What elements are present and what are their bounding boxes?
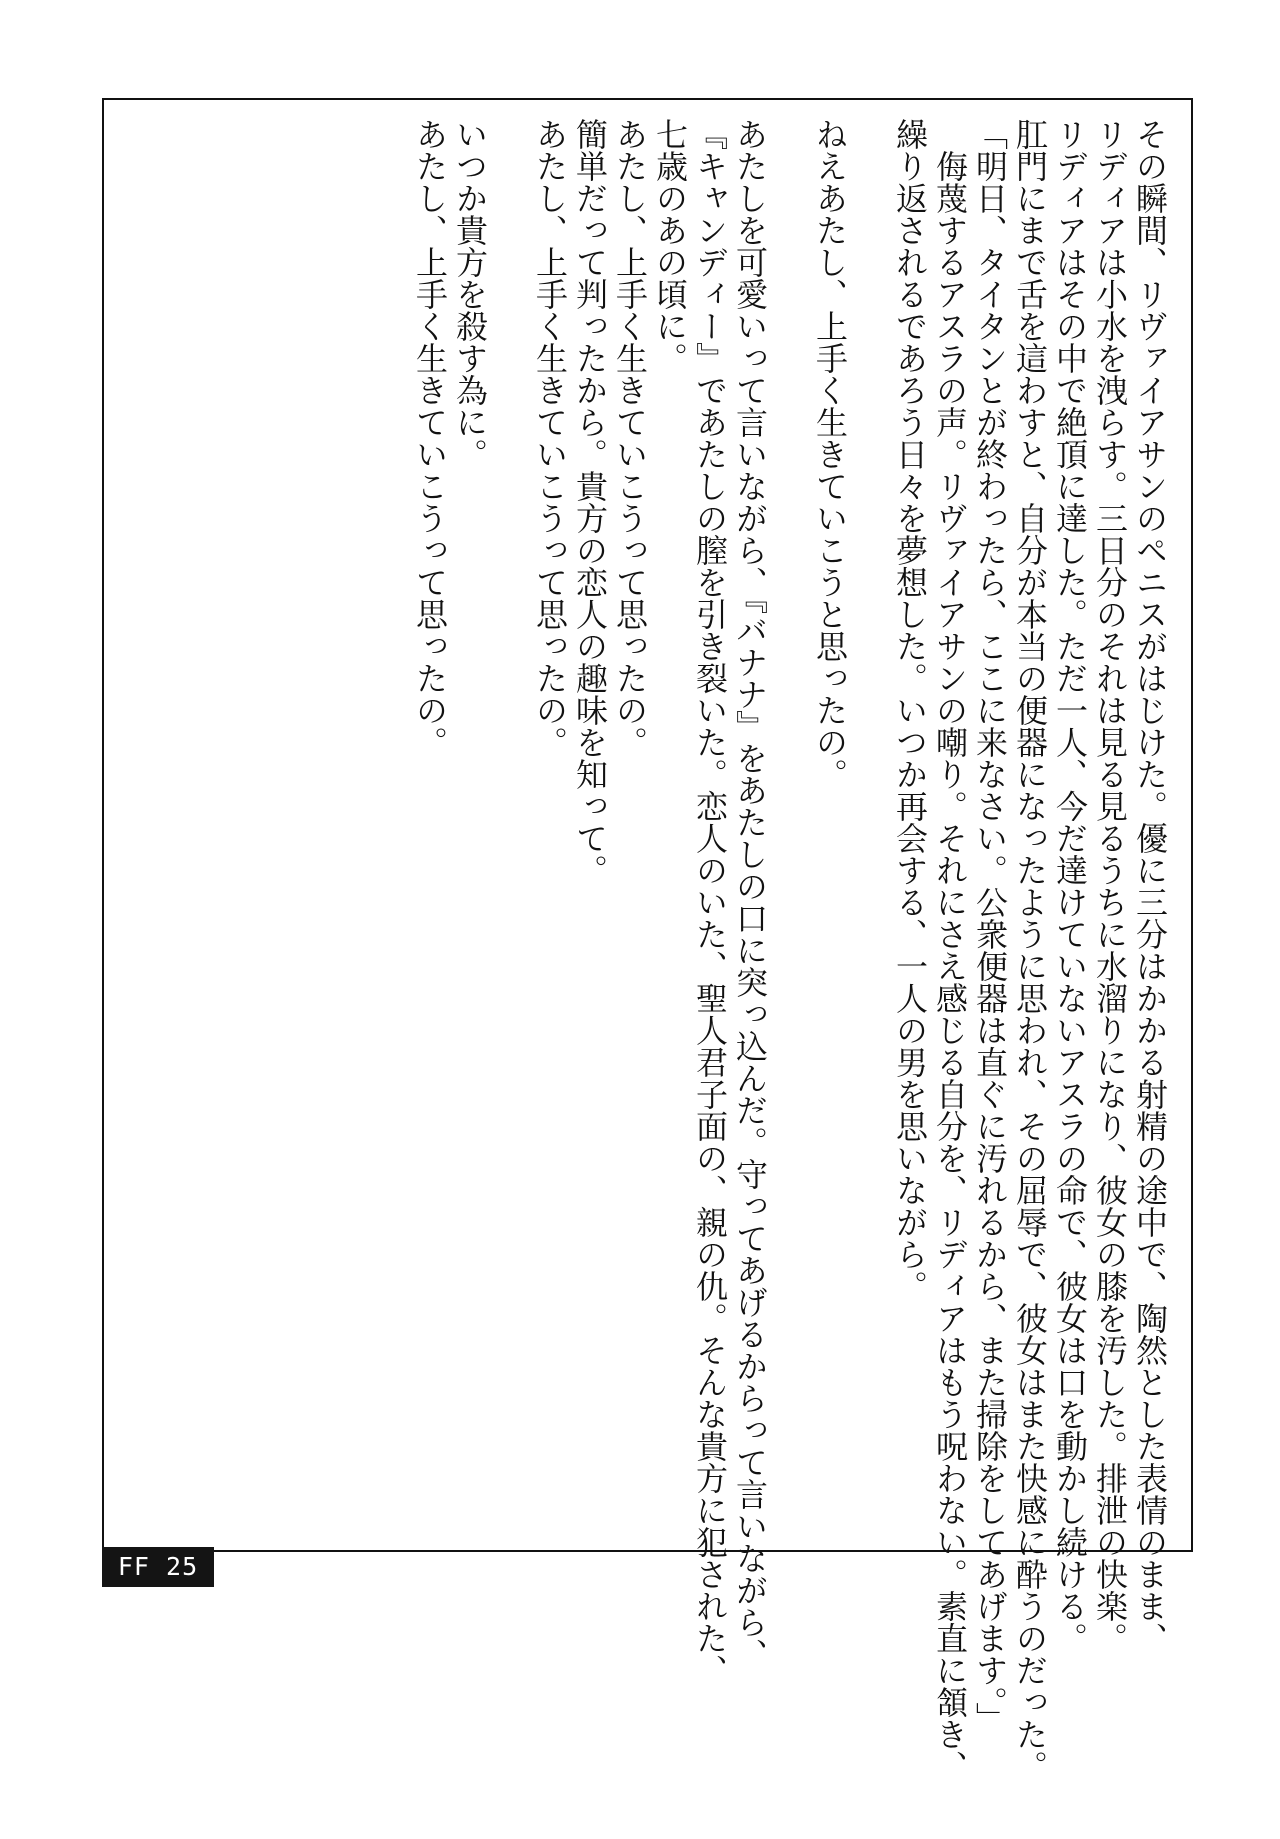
text-line: リディアは小水を洩らす。三日分のそれは見る見るうちに水溜りになり、彼女の膝を汚した。排泄の快楽。 xyxy=(1091,118,1129,1654)
text-line: 肛門にまで舌を這わすと、自分が本当の便器になったように思われ、その屈辱で、彼女はまた快感に酔うのだった。 xyxy=(1011,118,1049,1782)
text-line: あたし、上手く生きていこうって思ったの。 xyxy=(411,118,449,758)
text-line: いつか貴方を殺す為に。 xyxy=(451,118,489,470)
text-line: あたし、上手く生きていこうって思ったの。 xyxy=(531,118,569,758)
text-line: ねえあたし、上手く生きていこうと思ったの。 xyxy=(811,118,849,790)
text-line: その瞬間、リヴァイアサンのペニスがはじけた。優に三分はかかる射精の途中で、陶然とした表情のまま、 xyxy=(1131,118,1169,1654)
text-line: 「明日、タイタンとが終わったら、ここに来なさい。公衆便器は直ぐに汚れるから、また掃除をしてあげます。」 xyxy=(971,118,1009,1734)
text-line: リディアはその中で絶頂に達した。ただ一人、今だ達けていないアスラの命で、彼女は口を動かし続ける。 xyxy=(1051,118,1089,1654)
paragraph-gap xyxy=(770,118,810,1518)
paragraph-gap xyxy=(490,118,530,1518)
text-line: 簡単だって判ったから。貴方の恋人の趣味を知って。 xyxy=(571,118,609,886)
text-line: 七歳のあの頃に。 xyxy=(651,118,689,374)
page-number-label: FF 25 xyxy=(102,1547,214,1587)
story-text-block xyxy=(410,118,1170,1782)
paragraph-gap xyxy=(850,118,890,1518)
text-line: あたしを可愛いって言いながら、『バナナ』をあたしの口に突っ込んだ。守ってあげるからって言いながら、 xyxy=(731,118,769,1670)
text-line: 侮蔑するアスラの声。リヴァイアサンの嘲り。それにさえ感じる自分を、リディアはもう呪わない。素直に頷き、 xyxy=(931,150,969,1782)
text-line: 『キャンディー』であたしの膣を引き裂いた。恋人のいた、聖人君子面の、親の仇。そんな貴方に犯された、 xyxy=(691,118,729,1686)
text-line: 繰り返されるであろう日々を夢想した。いつか再会する、一人の男を思いながら。 xyxy=(891,118,929,1302)
text-line: あたし、上手く生きていこうって思ったの。 xyxy=(611,118,649,758)
